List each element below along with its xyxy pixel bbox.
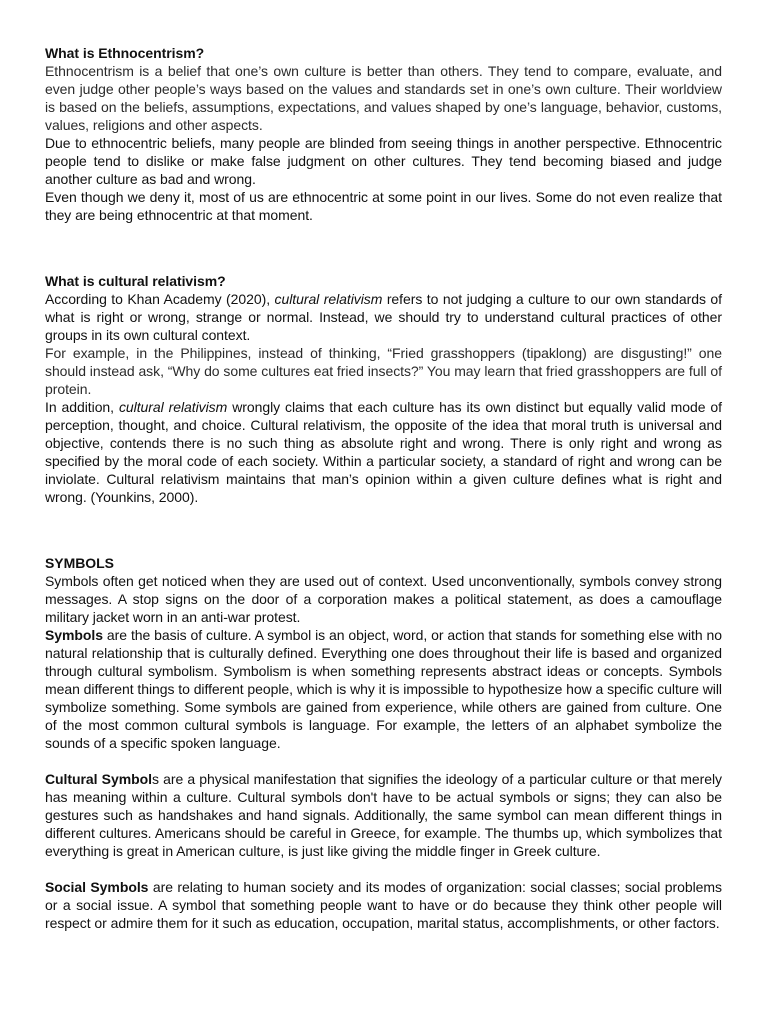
social-symbols-after: are relating to human society and its modes of organization: social classes; social problems or a social issue. A symbol that something people want to have or do because they think other people will respect or admire them for it such as education, occupation, marital status, accomplishments, or other factors. (45, 879, 722, 931)
ethnocentrism-paragraph-3: Even though we deny it, most of us are ethnocentric at some point in our lives. Some do not even realize that they are being ethnocentric at that moment. (45, 189, 722, 223)
document-page (45, 44, 722, 932)
symbols-paragraph-1: Symbols often get noticed when they are used out of context. Used unconventionally, symbols convey strong messages. A stop signs on the door of a corporation makes a political statement, as does a camouflage military jacket worn in an anti-war protest. (45, 573, 722, 625)
relativism-heading: What is cultural relativism? (45, 273, 226, 289)
relativism-p3-before: In addition, (45, 399, 119, 415)
paragraph-spacer (45, 860, 722, 878)
symbols-p2-after: are the basis of culture. A symbol is an object, word, or action that stands for something else with no natural relationship that is culturally defined. Everything one does throughout their life is based and organized through cultural symbolism. Symbolism is when something represents abstract ideas or concepts. Symbols mean different things to different people, which is why it is impossible to hypothesize how a specific culture will symbolize something. Some symbols are gained from experience, while others are gained from culture. One of the most common cultural symbols is language. For example, the letters of an alphabet symbolize the sounds of a specific spoken language. (45, 627, 722, 751)
cultural-symbol-term: Cultural Symbol (45, 771, 152, 787)
relativism-paragraph-1 (45, 290, 722, 344)
social-symbols-term: Social Symbols (45, 879, 149, 895)
ethnocentrism-heading: What is Ethnocentrism? (45, 45, 205, 61)
symbols-heading: SYMBOLS (45, 555, 114, 571)
relativism-p1-term: cultural relativism (274, 291, 383, 307)
cultural-symbols-after: s are a physical manifestation that signifies the ideology of a particular culture or that merely has meaning within a culture. Cultural symbols don't have to be actual symbols or signs; they can also be gestures such as handshakes and hand signals. Additionally, the same symbol can mean different things in different cultures. Americans should be careful in Greece, for example. The thumbs up, which symbolizes that everything is great in American culture, is just like giving the middle finger in Greek culture. (45, 771, 722, 859)
cultural-symbols-paragraph (45, 770, 722, 860)
social-symbols-paragraph (45, 878, 722, 932)
relativism-p1-after: refers to not judging a culture to our own standards of what is right or wrong, strange or normal. Instead, we should try to understand cultural practices of other groups in its own cultural context. (45, 291, 722, 343)
symbols-paragraph-2 (45, 626, 722, 752)
ethnocentrism-paragraph-1: Ethnocentrism is a belief that one’s own culture is better than others. They tend to compare, evaluate, and even judge other people’s ways based on the values and standards set in one’s own culture. Their worldview is based on the beliefs, assumptions, expectations, and values shaped by one’s language, behavior, customs, values, religions and other aspects. (45, 63, 722, 133)
section-spacer (45, 224, 722, 272)
relativism-p1-before: According to Khan Academy (2020), (45, 291, 275, 307)
relativism-p3-after: wrongly claims that each culture has its own distinct but equally valid mode of perception, thought, and choice. Cultural relativism, the opposite of the idea that moral truth is universal and objective, contends there is no such thing as absolute right and wrong. There is only right and wrong as specified by the moral code of each society. Within a particular society, a standard of right and wrong can be inviolate. Cultural relativism maintains that man’s opinion within a given culture defines what is right and wrong. (Younkins, 2000). (45, 399, 722, 505)
symbols-term: Symbols (45, 627, 104, 643)
section-spacer (45, 506, 722, 554)
relativism-p3-term: cultural relativism (118, 399, 228, 415)
relativism-paragraph-2: For example, in the Philippines, instead of thinking, “Fried grasshoppers (tipaklong) are disgusting!” one should instead ask, “Why do some cultures eat fried insects?” You may learn that fried grasshoppers are full of protein. (45, 345, 722, 397)
paragraph-spacer (45, 752, 722, 770)
ethnocentrism-paragraph-2: Due to ethnocentric beliefs, many people are blinded from seeing things in another perspective. Ethnocentric people tend to dislike or make false judgment on other cultures. They tend becoming biased and judge another culture as bad and wrong. (45, 135, 722, 187)
relativism-paragraph-3 (45, 398, 722, 506)
